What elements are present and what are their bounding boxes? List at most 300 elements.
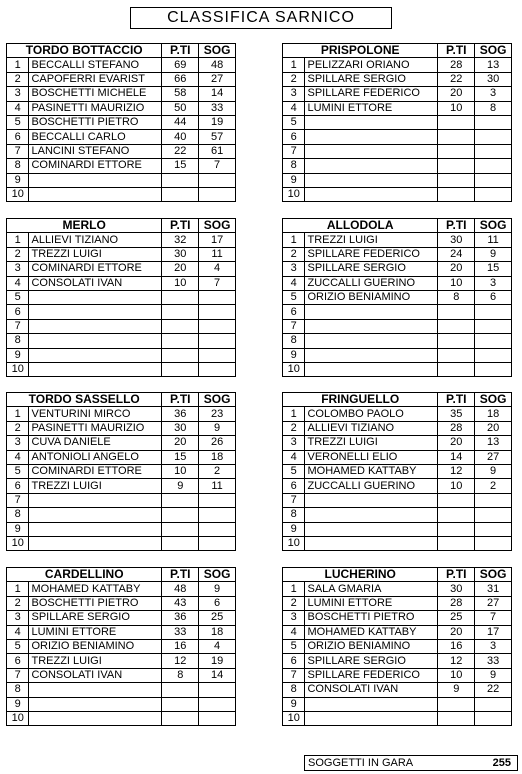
table-row bbox=[7, 130, 236, 144]
ranking-table bbox=[282, 392, 512, 551]
competitor-name: MOHAMED KATTABY bbox=[305, 625, 438, 639]
subjects-cell: 27 bbox=[199, 72, 236, 86]
rank-cell: 10 bbox=[283, 536, 305, 550]
competitor-name: COMINARDI ETTORE bbox=[29, 464, 162, 478]
rank-cell: 7 bbox=[7, 493, 29, 507]
competitor-name: LANCINI STEFANO bbox=[29, 144, 162, 158]
table-row bbox=[283, 421, 512, 435]
rank-cell: 1 bbox=[7, 582, 29, 596]
table-row bbox=[7, 348, 236, 362]
subjects-cell: 13 bbox=[475, 436, 512, 450]
points-header: P.TI bbox=[162, 393, 199, 407]
table-row bbox=[283, 262, 512, 276]
rank-cell: 5 bbox=[7, 290, 29, 304]
table-row bbox=[7, 711, 236, 725]
rank-cell: 3 bbox=[283, 87, 305, 101]
points-cell bbox=[438, 362, 475, 376]
points-cell: 48 bbox=[162, 582, 199, 596]
subjects-cell: 19 bbox=[199, 654, 236, 668]
subjects-cell: 22 bbox=[475, 683, 512, 697]
table-row bbox=[7, 407, 236, 421]
subjects-cell: 11 bbox=[199, 479, 236, 493]
competitor-name: CONSOLATI IVAN bbox=[29, 668, 162, 682]
subjects-cell: 14 bbox=[199, 668, 236, 682]
subjects-cell bbox=[475, 522, 512, 536]
rank-cell: 3 bbox=[7, 87, 29, 101]
competitor-name: TREZZI LUIGI bbox=[29, 247, 162, 261]
competitor-name bbox=[29, 508, 162, 522]
ranking-table bbox=[6, 567, 236, 726]
points-cell bbox=[162, 711, 199, 725]
points-cell bbox=[162, 362, 199, 376]
competitor-name: SPILLARE SERGIO bbox=[305, 72, 438, 86]
table-row bbox=[7, 522, 236, 536]
competitor-name bbox=[29, 334, 162, 348]
table-row bbox=[7, 493, 236, 507]
competitor-name: VENTURINI MIRCO bbox=[29, 407, 162, 421]
rank-cell: 9 bbox=[283, 173, 305, 187]
rank-cell: 3 bbox=[7, 262, 29, 276]
subjects-cell: 27 bbox=[475, 450, 512, 464]
competitor-name: PASINETTI MAURIZIO bbox=[29, 101, 162, 115]
competitor-name: TREZZI LUIGI bbox=[305, 436, 438, 450]
table-row bbox=[283, 319, 512, 333]
competitor-name bbox=[29, 187, 162, 201]
subjects-cell: 25 bbox=[199, 611, 236, 625]
rank-cell: 10 bbox=[283, 362, 305, 376]
category-name: PRISPOLONE bbox=[283, 44, 438, 58]
subjects-cell bbox=[475, 173, 512, 187]
subjects-cell: 9 bbox=[199, 582, 236, 596]
rank-cell: 4 bbox=[283, 101, 305, 115]
competitor-name: ALLIEVI TIZIANO bbox=[305, 421, 438, 435]
category-name: TORDO BOTTACCIO bbox=[7, 44, 162, 58]
competitor-name: MOHAMED KATTABY bbox=[305, 464, 438, 478]
competitor-name: SALA GMARIA bbox=[305, 582, 438, 596]
points-cell bbox=[438, 130, 475, 144]
competitor-name: TREZZI LUIGI bbox=[29, 479, 162, 493]
subjects-cell: 33 bbox=[475, 654, 512, 668]
table-row bbox=[283, 596, 512, 610]
points-cell: 9 bbox=[162, 479, 199, 493]
ranking-table bbox=[6, 392, 236, 551]
points-cell: 28 bbox=[438, 596, 475, 610]
table-row bbox=[283, 639, 512, 653]
points-cell: 12 bbox=[162, 654, 199, 668]
rank-cell: 9 bbox=[7, 697, 29, 711]
competitor-name bbox=[29, 536, 162, 550]
competitor-name: BECCALLI STEFANO bbox=[29, 58, 162, 72]
table-row bbox=[283, 187, 512, 201]
competitor-name: ZUCCALLI GUERINO bbox=[305, 479, 438, 493]
rank-cell: 1 bbox=[283, 407, 305, 421]
table-row bbox=[7, 72, 236, 86]
competitor-name: CONSOLATI IVAN bbox=[29, 276, 162, 290]
competitor-name bbox=[29, 348, 162, 362]
points-cell: 8 bbox=[438, 290, 475, 304]
points-cell: 24 bbox=[438, 247, 475, 261]
points-cell bbox=[162, 173, 199, 187]
competitor-name: PELIZZARI ORIANO bbox=[305, 58, 438, 72]
points-cell bbox=[162, 522, 199, 536]
competitor-name bbox=[29, 493, 162, 507]
table-row bbox=[283, 493, 512, 507]
subjects-cell bbox=[199, 508, 236, 522]
competitor-name bbox=[29, 522, 162, 536]
points-cell bbox=[438, 115, 475, 129]
table-row bbox=[283, 159, 512, 173]
table-row bbox=[283, 362, 512, 376]
table-row bbox=[283, 611, 512, 625]
points-cell bbox=[162, 493, 199, 507]
subjects-cell: 13 bbox=[475, 58, 512, 72]
points-cell: 8 bbox=[162, 668, 199, 682]
competitor-name bbox=[305, 115, 438, 129]
points-cell: 12 bbox=[438, 464, 475, 478]
points-cell: 32 bbox=[162, 233, 199, 247]
table-row bbox=[283, 173, 512, 187]
points-header: P.TI bbox=[438, 568, 475, 582]
category-name: TORDO SASSELLO bbox=[7, 393, 162, 407]
points-header: P.TI bbox=[162, 219, 199, 233]
subjects-cell: 57 bbox=[199, 130, 236, 144]
points-cell bbox=[438, 508, 475, 522]
competitor-name: ALLIEVI TIZIANO bbox=[29, 233, 162, 247]
table-row bbox=[283, 536, 512, 550]
competitor-name bbox=[29, 362, 162, 376]
rank-cell: 1 bbox=[7, 233, 29, 247]
subjects-cell bbox=[199, 290, 236, 304]
points-cell: 28 bbox=[438, 58, 475, 72]
table-row bbox=[283, 72, 512, 86]
competitor-name: CONSOLATI IVAN bbox=[305, 683, 438, 697]
page-title: CLASSIFICA SARNICO bbox=[130, 7, 392, 29]
points-cell bbox=[438, 144, 475, 158]
points-cell: 16 bbox=[438, 639, 475, 653]
points-cell bbox=[438, 305, 475, 319]
subjects-cell bbox=[475, 319, 512, 333]
competitor-name bbox=[29, 683, 162, 697]
points-cell: 30 bbox=[162, 247, 199, 261]
table-row bbox=[7, 436, 236, 450]
footer-total bbox=[304, 755, 518, 771]
table-row bbox=[7, 582, 236, 596]
competitor-name bbox=[305, 144, 438, 158]
rank-cell: 10 bbox=[7, 187, 29, 201]
competitor-name: BOSCHETTI PIETRO bbox=[305, 611, 438, 625]
subjects-cell bbox=[199, 173, 236, 187]
table-row bbox=[283, 479, 512, 493]
rank-cell: 9 bbox=[283, 697, 305, 711]
points-header: P.TI bbox=[162, 568, 199, 582]
points-cell bbox=[438, 348, 475, 362]
subjects-cell bbox=[475, 115, 512, 129]
table-row bbox=[283, 697, 512, 711]
points-cell: 10 bbox=[438, 276, 475, 290]
competitor-name: MOHAMED KATTABY bbox=[29, 582, 162, 596]
rank-cell: 10 bbox=[283, 711, 305, 725]
table-row bbox=[7, 305, 236, 319]
points-cell bbox=[438, 319, 475, 333]
subjects-header: SOG bbox=[475, 219, 512, 233]
subjects-cell bbox=[199, 711, 236, 725]
rank-cell: 7 bbox=[7, 668, 29, 682]
points-cell: 20 bbox=[162, 436, 199, 450]
rank-cell: 7 bbox=[283, 319, 305, 333]
competitor-name: CAPOFERRI EVARIST bbox=[29, 72, 162, 86]
table-row bbox=[7, 101, 236, 115]
table-header bbox=[7, 219, 236, 233]
rank-cell: 8 bbox=[283, 683, 305, 697]
rank-cell: 6 bbox=[7, 479, 29, 493]
points-cell bbox=[438, 159, 475, 173]
subjects-cell: 15 bbox=[475, 262, 512, 276]
points-cell: 25 bbox=[438, 611, 475, 625]
rank-cell: 10 bbox=[7, 711, 29, 725]
table-row bbox=[7, 611, 236, 625]
table-row bbox=[283, 450, 512, 464]
points-cell bbox=[438, 493, 475, 507]
subjects-cell bbox=[475, 711, 512, 725]
table-row bbox=[283, 334, 512, 348]
points-header: P.TI bbox=[438, 44, 475, 58]
points-cell: 14 bbox=[438, 450, 475, 464]
points-cell: 12 bbox=[438, 654, 475, 668]
points-cell: 9 bbox=[438, 683, 475, 697]
subjects-cell bbox=[199, 536, 236, 550]
subjects-cell bbox=[199, 522, 236, 536]
subjects-cell bbox=[199, 187, 236, 201]
table-row bbox=[7, 362, 236, 376]
rank-cell: 7 bbox=[283, 668, 305, 682]
competitor-name bbox=[305, 711, 438, 725]
competitor-name: SPILLARE SERGIO bbox=[305, 654, 438, 668]
points-cell: 22 bbox=[438, 72, 475, 86]
points-header: P.TI bbox=[162, 44, 199, 58]
rank-cell: 5 bbox=[283, 639, 305, 653]
subjects-header: SOG bbox=[199, 393, 236, 407]
subjects-cell: 27 bbox=[475, 596, 512, 610]
rank-cell: 9 bbox=[283, 522, 305, 536]
points-cell: 30 bbox=[438, 582, 475, 596]
rank-cell: 3 bbox=[283, 262, 305, 276]
ranking-table bbox=[282, 43, 512, 202]
subjects-cell: 30 bbox=[475, 72, 512, 86]
competitor-name bbox=[305, 305, 438, 319]
rank-cell: 7 bbox=[7, 144, 29, 158]
competitor-name bbox=[305, 159, 438, 173]
table-row bbox=[7, 58, 236, 72]
points-cell bbox=[438, 173, 475, 187]
subjects-cell: 11 bbox=[199, 247, 236, 261]
competitor-name: BOSCHETTI PIETRO bbox=[29, 115, 162, 129]
rank-cell: 6 bbox=[283, 654, 305, 668]
table-row bbox=[7, 187, 236, 201]
points-header: P.TI bbox=[438, 393, 475, 407]
table-row bbox=[283, 508, 512, 522]
subjects-cell: 3 bbox=[475, 87, 512, 101]
points-cell bbox=[162, 348, 199, 362]
table-row bbox=[283, 101, 512, 115]
table-row bbox=[283, 407, 512, 421]
points-cell bbox=[162, 683, 199, 697]
rank-cell: 2 bbox=[7, 72, 29, 86]
points-cell bbox=[162, 697, 199, 711]
points-cell: 20 bbox=[438, 87, 475, 101]
subjects-cell bbox=[475, 362, 512, 376]
table-row bbox=[7, 87, 236, 101]
table-row bbox=[283, 290, 512, 304]
subjects-cell bbox=[475, 334, 512, 348]
table-row bbox=[283, 654, 512, 668]
subjects-cell bbox=[475, 144, 512, 158]
competitor-name: SPILLARE FEDERICO bbox=[305, 668, 438, 682]
subjects-cell: 2 bbox=[199, 464, 236, 478]
table-header bbox=[283, 44, 512, 58]
points-cell: 35 bbox=[438, 407, 475, 421]
subjects-cell bbox=[475, 187, 512, 201]
table-row bbox=[283, 115, 512, 129]
rank-cell: 5 bbox=[7, 639, 29, 653]
rank-cell: 2 bbox=[7, 247, 29, 261]
rank-cell: 2 bbox=[7, 421, 29, 435]
subjects-cell bbox=[199, 348, 236, 362]
table-row bbox=[7, 276, 236, 290]
competitor-name bbox=[305, 334, 438, 348]
subjects-cell: 18 bbox=[199, 625, 236, 639]
table-row bbox=[283, 582, 512, 596]
competitor-name bbox=[305, 173, 438, 187]
competitor-name: SPILLARE FEDERICO bbox=[305, 247, 438, 261]
subjects-cell: 23 bbox=[199, 407, 236, 421]
competitor-name bbox=[305, 187, 438, 201]
competitor-name: ORIZIO BENIAMINO bbox=[305, 290, 438, 304]
rank-cell: 8 bbox=[7, 683, 29, 697]
points-cell: 40 bbox=[162, 130, 199, 144]
rank-cell: 1 bbox=[7, 58, 29, 72]
table-row bbox=[283, 87, 512, 101]
table-row bbox=[283, 464, 512, 478]
points-cell bbox=[162, 536, 199, 550]
subjects-cell: 20 bbox=[475, 421, 512, 435]
subjects-cell: 4 bbox=[199, 639, 236, 653]
table-row bbox=[7, 421, 236, 435]
subjects-cell: 3 bbox=[475, 639, 512, 653]
competitor-name: ORIZIO BENIAMINO bbox=[29, 639, 162, 653]
competitor-name bbox=[305, 522, 438, 536]
points-cell bbox=[438, 697, 475, 711]
table-row bbox=[283, 522, 512, 536]
points-cell: 66 bbox=[162, 72, 199, 86]
subjects-cell: 7 bbox=[199, 276, 236, 290]
rank-cell: 9 bbox=[7, 348, 29, 362]
competitor-name: COMINARDI ETTORE bbox=[29, 159, 162, 173]
competitor-name: BOSCHETTI MICHELE bbox=[29, 87, 162, 101]
subjects-cell bbox=[475, 508, 512, 522]
ranking-table bbox=[6, 43, 236, 202]
points-cell bbox=[438, 187, 475, 201]
subjects-cell: 17 bbox=[199, 233, 236, 247]
points-cell bbox=[438, 711, 475, 725]
subjects-cell: 14 bbox=[199, 87, 236, 101]
rank-cell: 4 bbox=[283, 625, 305, 639]
rank-cell: 4 bbox=[7, 101, 29, 115]
subjects-cell bbox=[199, 697, 236, 711]
rank-cell: 1 bbox=[283, 582, 305, 596]
ranking-table bbox=[6, 218, 236, 377]
points-cell: 10 bbox=[162, 464, 199, 478]
table-header bbox=[7, 44, 236, 58]
table-row bbox=[283, 233, 512, 247]
points-cell: 33 bbox=[162, 625, 199, 639]
points-cell bbox=[438, 522, 475, 536]
competitor-name: SPILLARE SERGIO bbox=[29, 611, 162, 625]
subjects-cell bbox=[199, 319, 236, 333]
competitor-name: BOSCHETTI PIETRO bbox=[29, 596, 162, 610]
category-name: CARDELLINO bbox=[7, 568, 162, 582]
competitor-name: PASINETTI MAURIZIO bbox=[29, 421, 162, 435]
subjects-cell bbox=[475, 305, 512, 319]
rank-cell: 9 bbox=[7, 522, 29, 536]
subjects-header: SOG bbox=[199, 568, 236, 582]
subjects-cell: 7 bbox=[199, 159, 236, 173]
subjects-cell bbox=[475, 493, 512, 507]
rank-cell: 6 bbox=[283, 305, 305, 319]
competitor-name: SPILLARE FEDERICO bbox=[305, 87, 438, 101]
category-name: LUCHERINO bbox=[283, 568, 438, 582]
rank-cell: 9 bbox=[7, 173, 29, 187]
subjects-cell: 9 bbox=[199, 421, 236, 435]
points-cell: 50 bbox=[162, 101, 199, 115]
rank-cell: 5 bbox=[283, 464, 305, 478]
rank-cell: 8 bbox=[283, 508, 305, 522]
points-cell: 10 bbox=[438, 479, 475, 493]
rank-cell: 6 bbox=[283, 130, 305, 144]
points-cell: 15 bbox=[162, 450, 199, 464]
subjects-cell bbox=[199, 362, 236, 376]
rank-cell: 5 bbox=[283, 115, 305, 129]
table-row bbox=[283, 144, 512, 158]
rank-cell: 2 bbox=[283, 247, 305, 261]
subjects-header: SOG bbox=[475, 393, 512, 407]
rank-cell: 8 bbox=[7, 159, 29, 173]
points-cell: 30 bbox=[162, 421, 199, 435]
points-cell: 43 bbox=[162, 596, 199, 610]
table-row bbox=[283, 348, 512, 362]
rank-cell: 9 bbox=[283, 348, 305, 362]
table-row bbox=[7, 654, 236, 668]
subjects-cell: 61 bbox=[199, 144, 236, 158]
rank-cell: 4 bbox=[7, 625, 29, 639]
table-header bbox=[7, 393, 236, 407]
table-row bbox=[7, 334, 236, 348]
rank-cell: 3 bbox=[7, 611, 29, 625]
points-cell: 36 bbox=[162, 407, 199, 421]
points-cell: 69 bbox=[162, 58, 199, 72]
subjects-cell: 6 bbox=[475, 290, 512, 304]
competitor-name bbox=[29, 173, 162, 187]
footer-count: 255 bbox=[492, 757, 511, 769]
competitor-name bbox=[305, 493, 438, 507]
points-cell bbox=[162, 290, 199, 304]
points-cell: 16 bbox=[162, 639, 199, 653]
table-row bbox=[283, 711, 512, 725]
points-cell: 58 bbox=[162, 87, 199, 101]
points-cell: 20 bbox=[438, 262, 475, 276]
category-name: ALLODOLA bbox=[283, 219, 438, 233]
subjects-cell: 31 bbox=[475, 582, 512, 596]
competitor-name: ZUCCALLI GUERINO bbox=[305, 276, 438, 290]
